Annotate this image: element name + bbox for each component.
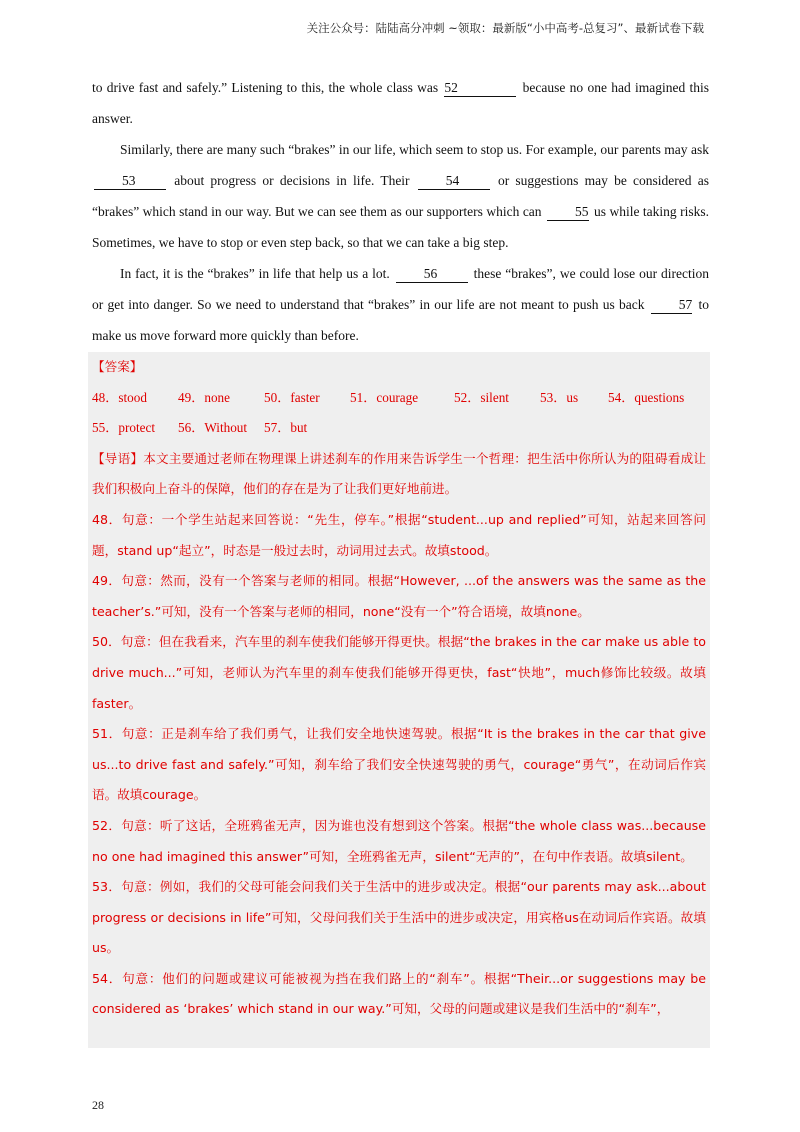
page-header: 关注公众号：陆陆高分冲刺 ~领取：最新版“小中高考-总复习”、最新试卷下载	[306, 21, 704, 35]
passage-paragraph-2: Similarly, there are many such “brakes” in our life, which seem to stop us. For example, our parents may ask 53 about progress or decisions in life. Their 54 or suggestions may be considered as “brakes” which stand in our way. But we can see them as our supporters which can 55 us while taking risks. Sometimes, we have to stop or even step back, so that we can take a big step.	[92, 142, 709, 250]
blank-52: 52	[444, 80, 516, 97]
explanation-52: 52．句意：听了这话，全班鸦雀无声，因为谁也没有想到这个答案。根据“the whole class was...because no one had imagined this answer”可知，全班鸦雀无声，silent“无声的”，在句中作表语。故填silent。	[92, 817, 706, 864]
blank-53: 53	[94, 173, 166, 190]
blank-57: 57	[651, 297, 693, 314]
explanation-48: 48．句意：一个学生站起来回答说：“先生，停车。”根据“student...up and replied”可知，站起来回答问题，stand up“起立”，时态是一般过去时，动词用过去式。故填stood。	[92, 511, 706, 558]
page-number: 28	[92, 1098, 104, 1112]
answer-row-1	[92, 383, 706, 414]
answer-item: 50．faster	[264, 389, 320, 405]
guide-paragraph: 【导语】本文主要通过老师在物理课上讲述刹车的作用来告诉学生一个哲理：把生活中你所认为的阻碍看成让我们积极向上奋斗的保障，他们的存在是为了让我们更好地前进。	[92, 450, 707, 497]
passage-paragraph-3: In fact, it is the “brakes” in life that help us a lot. 56 these “brakes”, we could lose our direction or get into danger. So we need to understand that “brakes” in our life are not meant to push us back 57 to make us move forward more quickly than before.	[92, 266, 709, 343]
answer-item: 49．none	[178, 389, 231, 405]
explanation-50: 50．句意：但在我看来，汽车里的刹车使我们能够开得更快。根据“the brakes in the car make us able to drive much...”可知，老师认为汽车里的刹车使我们能够开得更快，fast“快地”，much修饰比较级。故填faster。	[92, 634, 706, 711]
explanation-53: 53．句意：例如，我们的父母可能会问我们关于生活中的进步或决定。根据“our parents may ask...about progress or decisions in life”可知，父母问我们关于生活中的进步或决定，用宾格us在动词后作宾语。故填us。	[92, 879, 706, 956]
explanation-54: 54．句意：他们的问题或建议可能被视为挡在我们路上的“刹车”。根据“Their...or suggestions may be considered as ‘brakes’ which stand in our way.”可知，父母的问题或建议是我们生活中的“刹车”，	[92, 970, 706, 1017]
answer-heading: 【答案】	[92, 359, 143, 374]
blank-56: 56	[396, 266, 468, 283]
answer-item: 51．courage	[350, 389, 419, 405]
answer-item: 54．questions	[608, 389, 685, 405]
answer-row-2	[92, 413, 706, 444]
passage-paragraph-1: to drive fast and safely.” Listening to this, the whole class was 52 because no one had imagined this answer.	[92, 80, 710, 126]
answer-item: 55．protect	[92, 420, 155, 436]
blank-55: 55	[547, 204, 589, 221]
answer-item: 57．but	[264, 420, 308, 436]
answer-item: 56．Without	[178, 420, 248, 436]
answer-section	[88, 352, 710, 1048]
cloze-passage	[92, 72, 709, 351]
answer-item: 48．stood	[92, 389, 147, 405]
blank-54: 54	[418, 173, 490, 190]
explanation-49: 49．句意：然而，没有一个答案与老师的相同。根据“However, ...of the answers was the same as the teacher’s.”可知，没有一个答案与老师的相同，none“没有一个”符合语境，故填none。	[92, 573, 706, 619]
explanation-51: 51．句意：正是刹车给了我们勇气，让我们安全地快速驾驶。根据“It is the brakes in the car that give us...to drive fast and safely.”可知，刹车给了我们安全快速驾驶的勇气，courage“勇气”，在动词后作宾语。故填courage。	[92, 726, 706, 803]
answer-item: 52．silent	[454, 389, 509, 405]
answer-item: 53．us	[540, 389, 579, 405]
